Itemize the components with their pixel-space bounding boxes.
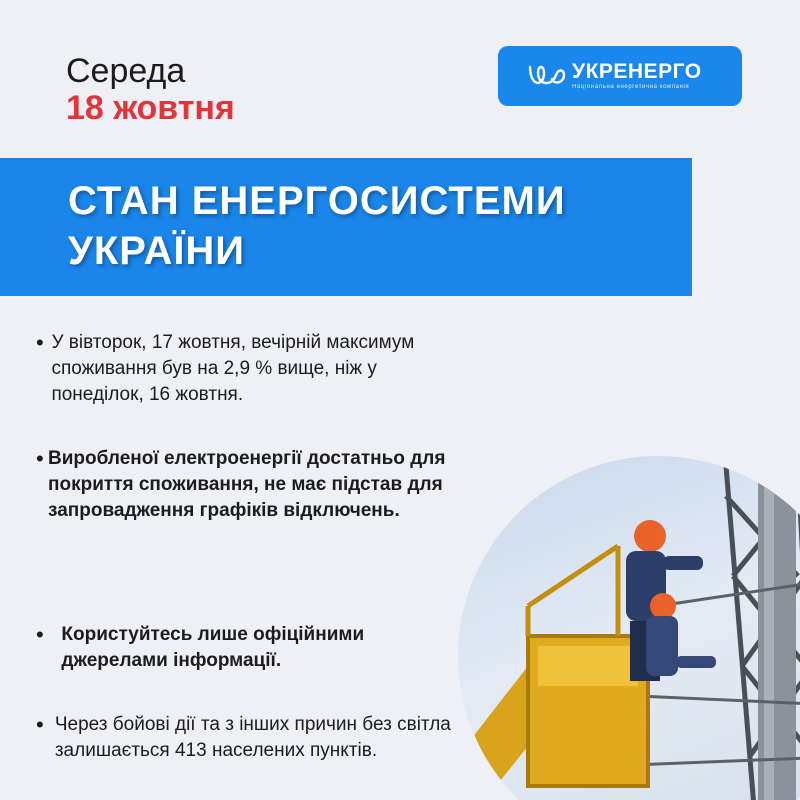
logo-name: УКРЕНЕРГО [572, 60, 702, 83]
date-label: 18 жовтня [66, 89, 235, 127]
list-item [36, 712, 456, 764]
bullet-marker: • [36, 330, 44, 355]
ukrenergo-logo-icon [526, 61, 568, 91]
date-block [66, 52, 235, 126]
photo-illustration [458, 456, 800, 800]
weekday-label: Середа [66, 52, 186, 90]
power-line-workers-photo [458, 456, 800, 800]
title-banner [0, 158, 692, 296]
bullet-marker: • [36, 712, 44, 737]
logo-subtitle: Національна енергетична компанія [572, 84, 690, 90]
ukrenergo-logo [498, 46, 742, 106]
list-item [36, 622, 456, 674]
bullet-text: Користуйтесь лише офіційними джерелами інформації. [61, 624, 365, 671]
bullet-text: У вівторок, 17 жовтня, вечірній максимум споживання був на 2,9 % вище, ніж у понеділок, 16 жовтня. [51, 332, 415, 405]
bullet-marker: • [36, 446, 44, 471]
bullet-marker: • [36, 622, 44, 647]
list-item [36, 330, 456, 408]
bullet-text: Через бойові дії та з інших причин без світла залишається 413 населених пунктів. [54, 714, 451, 761]
banner-title: СТАН ЕНЕРГОСИСТЕМИ УКРАЇНИ [68, 179, 566, 273]
list-item [36, 446, 456, 524]
bullet-text: Виробленої електроенергії достатньо для покриття споживання, не має підстав для запровадження графіків відключень. [48, 448, 446, 521]
